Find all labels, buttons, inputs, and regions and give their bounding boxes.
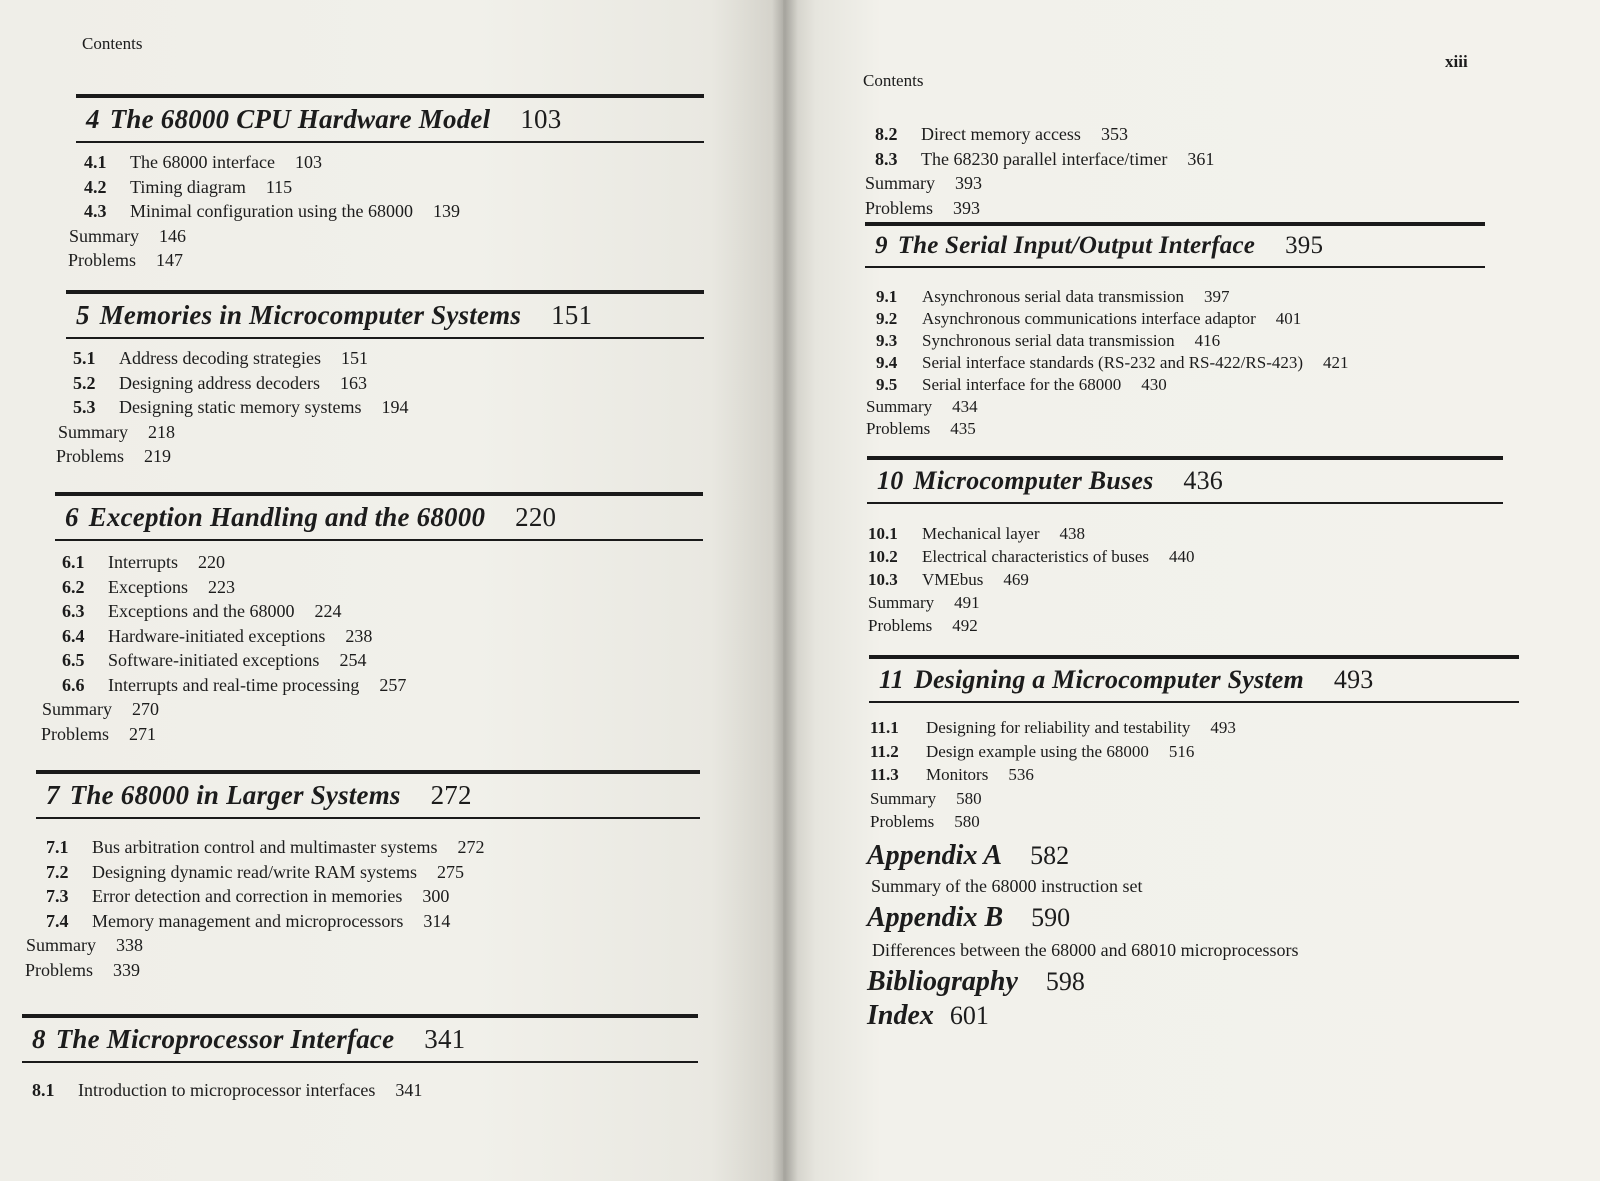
problems-page: 271 [129,723,157,744]
summary-entry [866,396,1349,418]
section-page: 353 [1100,124,1128,144]
heading-rule [36,817,700,819]
chapter-number: 5 [76,300,90,330]
section-title: Electrical characteristics of buses [922,547,1150,566]
section-title: Designing dynamic read/write RAM systems [92,861,417,882]
chapter-10-heading [867,456,1503,504]
toc-entry [62,673,406,698]
chapter-page: 436 [1183,466,1223,495]
section-title: Synchronous serial data transmission [922,331,1175,350]
chapter-7-sections [25,835,485,982]
summary-entry [865,171,1214,196]
section-number: 4.3 [84,201,107,221]
heading-rule [76,141,704,143]
section-number: 8.3 [875,148,898,169]
toc-entry [62,624,406,649]
section-number: 4.2 [84,176,107,197]
section-number: 6.6 [62,674,85,695]
section-page: 397 [1204,287,1230,306]
section-title: Address decoding strategies [119,348,321,368]
appendix-a-heading [867,840,1069,872]
section-page: 194 [381,397,409,417]
problems-page: 219 [144,446,172,466]
section-page: 300 [422,886,450,906]
bibliography-page: 598 [1045,967,1085,996]
section-title: Direct memory access [921,124,1081,144]
appendix-page: 590 [1031,903,1071,932]
toc-entry [876,374,1349,396]
problems-entry [68,248,460,273]
chapter-page: 103 [520,104,562,134]
section-title: Asynchronous serial data transmission [922,287,1185,306]
toc-entry [84,175,460,200]
problems-label: Problems [870,812,935,831]
section-page: 440 [1169,547,1195,566]
section-title: Design example using the 68000 [926,741,1149,761]
summary-label: Summary [866,397,933,416]
toc-entry [46,884,484,909]
problems-label: Problems [41,723,110,744]
chapter-title [869,659,1519,701]
toc-entry [73,395,408,420]
toc-entry [46,835,484,860]
chapter-6-sections [41,550,407,746]
chapter-number: 7 [46,780,60,810]
toc-entry [62,550,406,575]
section-page: 438 [1059,524,1086,543]
bibliography-title: Bibliography [867,966,1018,997]
appendix-page: 582 [1030,841,1070,870]
summary-page: 218 [148,421,175,442]
chapter-title [66,294,704,337]
appendix-a-subtitle: Summary of the 68000 instruction set [871,876,1143,896]
problems-page: 580 [954,812,980,831]
summary-entry [42,697,406,722]
heading-rule [22,1061,698,1063]
section-number: 6.5 [62,650,85,670]
section-title: Designing static memory systems [119,397,362,417]
section-title: Error detection and correction in memories [92,886,403,906]
toc-entry [876,352,1349,374]
chapter-9-sections [866,286,1349,440]
chapter-8-sections [32,1078,422,1103]
section-number: 5.3 [73,397,96,417]
section-number: 11.3 [870,765,899,784]
problems-page: 147 [156,250,184,270]
toc-entry [62,575,406,600]
section-page: 103 [294,152,322,172]
section-title: Serial interface standards (RS-232 and RS-422/RS-423) [922,353,1304,372]
section-page: 151 [340,348,368,368]
heading-rule [867,502,1503,504]
chapter-8-continued-sections [865,122,1215,220]
section-title: Software-initiated exceptions [108,650,320,670]
chapter-title [22,1018,698,1061]
chapter-title-text: Microcomputer Buses [913,466,1154,495]
problems-entry [25,958,484,983]
heading-rule [66,337,704,339]
section-title: Introduction to microprocessor interfaces [78,1080,376,1100]
summary-page: 393 [955,173,982,193]
problems-page: 339 [113,959,141,980]
chapter-page: 220 [515,502,557,532]
section-page: 115 [265,176,293,197]
toc-entry [84,150,460,175]
problems-label: Problems [866,419,931,438]
section-number: 4.1 [84,152,107,172]
section-page: 257 [379,674,407,695]
problems-entry [868,614,1195,637]
section-title: Exceptions and the 68000 [108,601,295,621]
summary-label: Summary [868,593,935,612]
appendix-title: Appendix A [867,840,1003,871]
index-heading [867,1000,989,1032]
section-number: 6.3 [62,601,85,621]
section-title: Interrupts and real-time processing [108,674,360,695]
summary-entry [870,787,1236,811]
section-number: 10.3 [868,570,898,589]
summary-entry [26,933,484,958]
section-title: Bus arbitration control and multimaster systems [92,837,438,857]
heading-rule [869,701,1519,703]
section-page: 238 [345,625,373,646]
left-page [0,0,790,1181]
chapter-title-text: The Serial Input/Output Interface [897,232,1256,259]
toc-entry [46,860,484,885]
toc-entry [876,308,1349,330]
section-number: 9.3 [876,331,898,350]
toc-entry [868,522,1195,545]
section-number: 7.4 [46,910,69,931]
index-title: Index [867,1000,934,1031]
toc-entry [875,122,1214,147]
problems-label: Problems [56,446,125,466]
summary-page: 338 [116,935,143,955]
toc-entry [876,330,1349,352]
chapter-title [76,98,704,141]
section-number: 11.2 [870,741,899,761]
chapter-11-sections [870,716,1236,834]
chapter-8-heading [22,1014,698,1063]
chapter-number: 8 [32,1024,46,1054]
right-page [783,0,1600,1181]
section-title: Memory management and microprocessors [92,910,404,931]
section-page: 493 [1210,718,1236,737]
toc-entry [868,568,1195,591]
chapter-4-sections [68,150,460,273]
toc-entry [870,716,1236,740]
section-title: Exceptions [108,576,188,597]
section-number: 5.1 [73,348,96,368]
toc-entry [46,909,484,934]
chapter-11-heading [869,655,1519,703]
chapter-title-text: The 68000 CPU Hardware Model [109,104,491,134]
section-title: Designing address decoders [119,372,320,393]
running-head-right: Contents [863,71,924,90]
appendix-title: Appendix B [867,902,1004,933]
chapter-4-heading [76,94,704,143]
section-number: 6.2 [62,576,85,597]
chapter-title [36,774,700,817]
problems-entry [870,810,1236,834]
section-page: 361 [1187,148,1215,169]
section-number: 11.1 [870,718,899,737]
summary-page: 146 [159,225,186,246]
chapter-title [867,460,1503,502]
chapter-title [55,496,703,539]
section-page: 516 [1168,741,1195,761]
section-title: Monitors [926,765,989,784]
chapter-number: 9 [875,232,888,259]
section-page: 224 [314,601,342,621]
chapter-page: 493 [1333,665,1374,694]
section-title: Serial interface for the 68000 [922,375,1122,394]
section-title: The 68000 interface [130,152,275,172]
chapter-number: 4 [86,104,100,134]
toc-entry [62,648,406,673]
bibliography-heading [867,966,1085,998]
toc-entry [73,371,408,396]
summary-label: Summary [26,935,96,955]
problems-entry [41,722,406,747]
summary-label: Summary [69,225,139,246]
section-number: 7.3 [46,886,69,906]
toc-entry [876,286,1349,308]
toc-entry [32,1078,422,1103]
section-number: 10.1 [868,524,898,543]
toc-entry [73,346,408,371]
section-number: 9.5 [876,375,898,394]
toc-entry [875,147,1214,172]
section-page: 430 [1141,375,1167,394]
summary-label: Summary [42,699,112,719]
section-page: 254 [339,650,367,670]
chapter-number: 6 [65,502,79,532]
section-number: 7.2 [46,861,69,882]
problems-label: Problems [868,616,933,635]
section-number: 9.1 [876,287,898,306]
chapter-page: 151 [551,300,593,330]
chapter-title-text: The 68000 in Larger Systems [69,780,401,810]
summary-page: 270 [132,699,159,719]
section-page: 223 [207,576,235,597]
section-title: The 68230 parallel interface/timer [921,148,1168,169]
toc-entry [84,199,460,224]
section-page: 536 [1008,765,1034,784]
chapter-page: 272 [430,780,472,810]
problems-label: Problems [865,197,934,218]
section-title: Timing diagram [130,176,246,197]
summary-label: Summary [870,788,937,808]
section-number: 8.1 [32,1080,55,1100]
page-number: xiii [1445,52,1468,71]
appendix-b-subtitle: Differences between the 68000 and 68010 microprocessors [872,940,1299,960]
section-title: Asynchronous communications interface adaptor [922,309,1256,328]
chapter-title-text: Memories in Microcomputer Systems [99,300,522,330]
problems-label: Problems [68,250,137,270]
problems-entry [866,418,1349,440]
section-title: Designing for reliability and testability [926,718,1191,737]
chapter-title-text: Designing a Microcomputer System [913,665,1304,694]
summary-page: 434 [952,397,978,416]
heading-rule [55,539,703,541]
problems-label: Problems [25,959,94,980]
section-number: 7.1 [46,837,69,857]
chapter-title [865,226,1485,266]
section-page: 275 [436,861,464,882]
section-page: 469 [1003,570,1029,589]
section-page: 139 [432,201,460,221]
book-gutter [772,0,798,1181]
toc-entry [62,599,406,624]
summary-entry [58,420,408,445]
summary-page: 491 [954,593,980,612]
heading-rule [865,266,1485,268]
appendix-b-heading [867,902,1070,934]
section-number: 8.2 [875,124,898,144]
section-page: 272 [457,837,485,857]
chapter-page: 341 [424,1024,466,1054]
section-number: 9.4 [876,353,898,372]
problems-entry [56,444,408,469]
section-number: 5.2 [73,372,96,393]
section-title: Mechanical layer [922,524,1040,543]
toc-entry [870,763,1236,787]
toc-entry [870,740,1236,764]
section-title: Interrupts [108,552,178,572]
summary-label: Summary [865,173,935,193]
section-page: 163 [339,372,367,393]
problems-entry [865,196,1214,221]
section-number: 10.2 [868,547,898,566]
section-page: 314 [423,910,451,931]
chapter-5-heading [66,290,704,339]
problems-page: 393 [953,197,981,218]
problems-page: 492 [952,616,978,635]
summary-entry [868,591,1195,614]
summary-page: 580 [956,788,982,808]
summary-entry [69,224,460,249]
section-page: 421 [1323,353,1349,372]
chapter-6-heading [55,492,703,541]
section-number: 9.2 [876,309,898,328]
chapter-7-heading [36,770,700,819]
section-page: 416 [1194,331,1221,350]
chapter-number: 11 [879,665,904,694]
section-page: 401 [1275,309,1302,328]
chapter-title-text: The Microprocessor Interface [55,1024,395,1054]
problems-page: 435 [950,419,976,438]
chapter-5-sections [56,346,409,469]
section-title: Minimal configuration using the 68000 [130,201,413,221]
section-number: 6.1 [62,552,85,572]
section-page: 341 [395,1080,423,1100]
section-title: VMEbus [922,570,984,589]
running-head-left: Contents [82,34,143,53]
section-page: 220 [197,552,225,572]
summary-label: Summary [58,421,128,442]
chapter-title-text: Exception Handling and the 68000 [88,502,486,532]
chapter-number: 10 [877,466,904,495]
chapter-10-sections [868,522,1195,637]
section-title: Hardware-initiated exceptions [108,625,326,646]
chapter-9-heading [865,222,1485,268]
index-page: 601 [949,1001,989,1030]
section-number: 6.4 [62,625,85,646]
toc-entry [868,545,1195,568]
chapter-page: 395 [1285,232,1324,259]
